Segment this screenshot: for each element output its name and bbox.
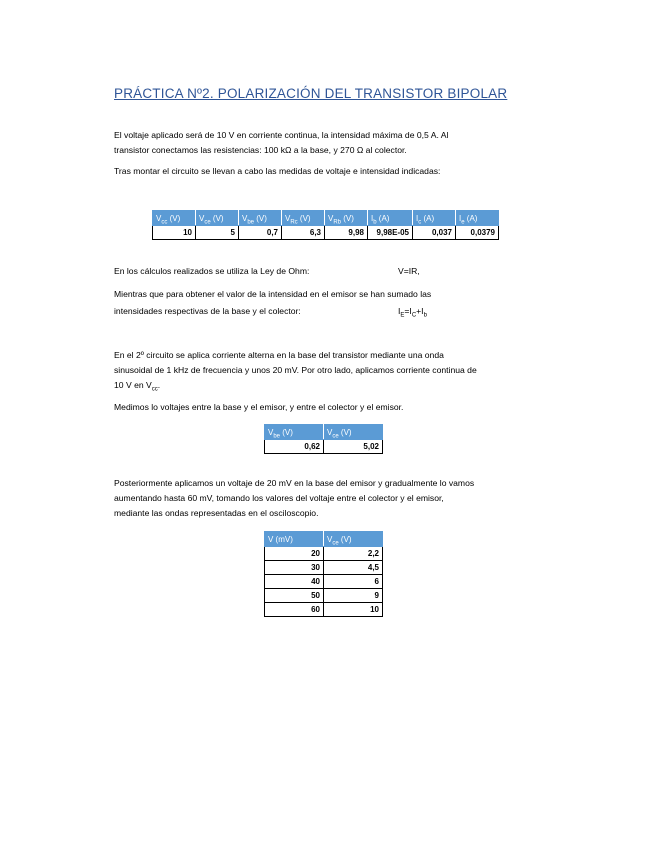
emitter-line-2: intensidades respectivas de la base y el colector: [114, 306, 301, 316]
cell-vce: 2,2 [324, 547, 383, 561]
emitter-line-1: Mientras que para obtener el valor de la intensidad en el emisor se han sumado las [114, 289, 432, 299]
header-vce: $V_{ce}$ (V) [324, 425, 383, 440]
measurement-intro: Tras montar el circuito se llevan a cabo las medidas de voltaje e intensidad indicadas: [114, 166, 441, 176]
cell-vce: 9 [324, 589, 383, 603]
cell-ic: 0,037 [413, 226, 456, 240]
header-ic: $I_c$ (A) [413, 211, 456, 226]
header-vrc: $V_{Rc}$ (V) [282, 211, 325, 226]
current-sum-formula: $I_E=I_C+I_b$ [398, 306, 427, 319]
cell-vce: 6 [324, 575, 383, 589]
table-row [265, 547, 383, 561]
header-vbe: $V_{be}$ (V) [239, 211, 282, 226]
cell-v: 50 [265, 589, 324, 603]
cell-v: 40 [265, 575, 324, 589]
table-row [265, 589, 383, 603]
table-header-row [153, 211, 499, 226]
intro-paragraph [114, 128, 448, 158]
cell-vce: 5 [196, 226, 239, 240]
ohm-law-paragraph: En los cálculos realizados se utiliza la Ley de Ohm: [114, 266, 310, 276]
cell-v: 30 [265, 561, 324, 575]
oscilloscope-line-2: aumentando hasta 60 mV, tomando los valores del voltaje entre el colector y el emisor, [114, 493, 444, 503]
second-circuit-line-1: En el 2º circuito se aplica corriente alterna en la base del transistor mediante una onda [114, 350, 444, 360]
header-vbe: $V_{be}$ (V) [265, 425, 324, 440]
cell-vce: 5,02 [324, 440, 383, 454]
oscilloscope-line-3: mediante las ondas representadas en el osciloscopio. [114, 508, 319, 518]
cell-ib: 9,98E-05 [368, 226, 413, 240]
cell-v: 20 [265, 547, 324, 561]
header-vcc: $V_{cc}$ (V) [153, 211, 196, 226]
second-circuit-paragraph [114, 348, 477, 393]
table-row [265, 440, 383, 454]
header-ib: $I_b$ (A) [368, 211, 413, 226]
cell-vbe: 0,7 [239, 226, 282, 240]
measurements-table-2 [264, 424, 383, 454]
cell-vrc: 6,3 [282, 226, 325, 240]
intro-line-1: El voltaje aplicado será de 10 V en corriente continua, la intensidad máxima de 0,5 A. Al [114, 130, 449, 140]
table-header-row [265, 425, 383, 440]
cell-vce: 4,5 [324, 561, 383, 575]
header-ie: $I_e$ (A) [456, 211, 499, 226]
cell-vrb: 9,98 [325, 226, 368, 240]
header-v-mv: V (mV) [265, 532, 324, 547]
table-header-row [265, 532, 383, 547]
header-vce: $V_{ce}$ (V) [324, 532, 383, 547]
measurements-table-3 [264, 531, 383, 617]
second-circuit-line-2: sinusoidal de 1 kHz de frecuencia y unos 20 mV. Por otro lado, aplicamos corriente continua de [114, 365, 477, 375]
voltages-paragraph: Medimos lo voltajes entre la base y el emisor, y entre el colector y el emisor. [114, 402, 404, 412]
table-row [265, 561, 383, 575]
measurements-table-1 [152, 210, 499, 240]
oscilloscope-line-1: Posteriormente aplicamos un voltaje de 20 mV en la base del emisor y gradualmente lo vamos [114, 478, 475, 488]
cell-vce: 10 [324, 603, 383, 617]
cell-vbe: 0,62 [265, 440, 324, 454]
intro-line-2: transistor conectamos las resistencias: 100 kΩ a la base, y 270 Ω al colector. [114, 145, 407, 155]
table-row [265, 575, 383, 589]
page-title: PRÁCTICA Nº2. POLARIZACIÓN DEL TRANSISTOR BIPOLAR [114, 86, 508, 101]
cell-ie: 0,0379 [456, 226, 499, 240]
header-vce: $V_{ce}$ (V) [196, 211, 239, 226]
emitter-current-paragraph [114, 286, 431, 320]
ohm-law-formula: V=IR, [398, 266, 420, 276]
header-vrb: $V_{Rb}$ (V) [325, 211, 368, 226]
table-row [265, 603, 383, 617]
cell-v: 60 [265, 603, 324, 617]
oscilloscope-paragraph [114, 476, 474, 521]
second-circuit-line-3: 10 V en $V_{cc}$. [114, 380, 161, 393]
table-row [153, 226, 499, 240]
cell-vcc: 10 [153, 226, 196, 240]
